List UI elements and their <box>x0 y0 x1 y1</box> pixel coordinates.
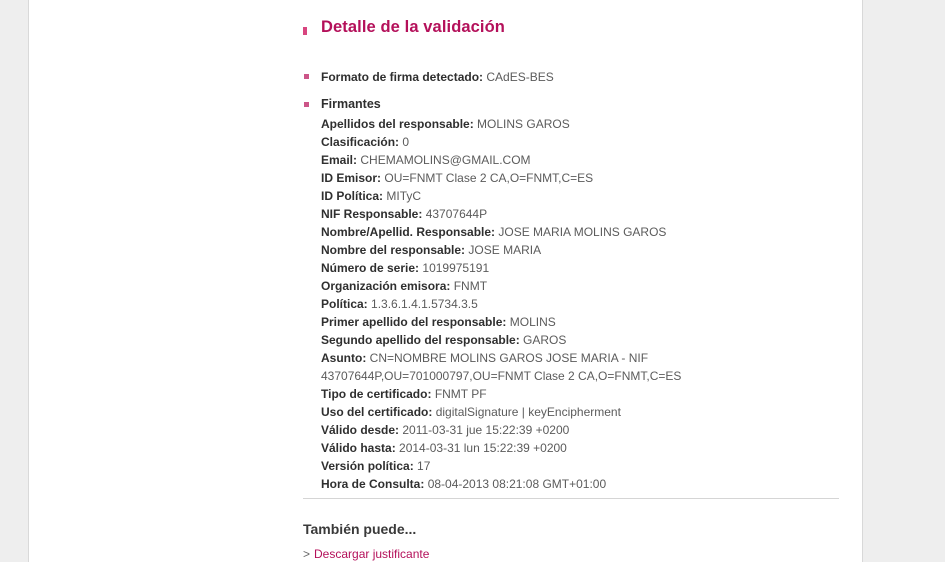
signer-field-row <box>321 421 841 439</box>
field-value: 08-04-2013 08:21:08 GMT+01:00 <box>427 477 607 491</box>
signer-field-row <box>321 385 841 403</box>
field-value: MITyC <box>386 189 422 203</box>
signer-field-row <box>321 331 841 349</box>
field-label: Uso del certificado: <box>321 405 433 419</box>
also-section-heading: También puede... <box>303 521 417 537</box>
signer-field-row <box>321 403 841 421</box>
signer-field-row <box>321 169 841 187</box>
signer-field-row <box>321 187 841 205</box>
validation-detail-panel <box>282 0 862 562</box>
left-gutter <box>0 0 29 562</box>
field-value: 1.3.6.1.4.1.5734.3.5 <box>371 297 478 311</box>
signer-field-row <box>321 205 841 223</box>
field-value: JOSE MARIA <box>468 243 542 257</box>
signer-field-row <box>321 259 841 277</box>
signer-field-row <box>321 349 841 385</box>
field-value: 1019975191 <box>422 261 490 275</box>
field-value: MOLINS GAROS <box>477 117 570 131</box>
field-label: Número de serie: <box>321 261 420 275</box>
signer-field-row <box>321 277 841 295</box>
detected-format-label: Formato de firma detectado: <box>321 70 484 84</box>
field-label: Válido hasta: <box>321 441 396 455</box>
field-value: CHEMAMOLINS@GMAIL.COM <box>360 153 531 167</box>
signers-section <box>321 96 841 493</box>
field-value: 2014-03-31 lun 15:22:39 +0200 <box>399 441 567 455</box>
signer-field-row <box>321 223 841 241</box>
section-divider <box>303 498 839 500</box>
field-value: 43707644P <box>425 207 488 221</box>
field-label: Email: <box>321 153 358 167</box>
field-label: Clasificación: <box>321 135 400 149</box>
field-label: Asunto: <box>321 351 367 365</box>
field-label: NIF Responsable: <box>321 207 423 221</box>
field-label: Versión política: <box>321 459 414 473</box>
signer-field-row <box>321 241 841 259</box>
signer-field-row <box>321 295 841 313</box>
right-gutter <box>862 0 945 562</box>
square-bullet-icon <box>304 102 309 107</box>
field-value: 17 <box>417 459 431 473</box>
field-value: GAROS <box>523 333 567 347</box>
signer-field-row <box>321 313 841 331</box>
field-label: ID Política: <box>321 189 384 203</box>
field-value: JOSE MARIA MOLINS GAROS <box>498 225 667 239</box>
left-white-column <box>29 0 282 562</box>
page-title: Detalle de la validación <box>321 18 505 36</box>
signer-field-row <box>321 439 841 457</box>
signer-field-row <box>321 457 841 475</box>
signer-field-list <box>321 115 841 493</box>
field-label: Política: <box>321 297 368 311</box>
field-label: Apellidos del responsable: <box>321 117 474 131</box>
field-label: Nombre del responsable: <box>321 243 466 257</box>
field-label: Tipo de certificado: <box>321 387 432 401</box>
field-value: 0 <box>402 135 410 149</box>
field-label: Segundo apellido del responsable: <box>321 333 520 347</box>
field-value: FNMT PF <box>434 387 487 401</box>
square-bullet-icon <box>304 74 309 79</box>
field-value: 2011-03-31 jue 15:22:39 +0200 <box>402 423 570 437</box>
signer-field-row <box>321 151 841 169</box>
signer-field-row <box>321 133 841 151</box>
download-receipt-link[interactable]: Descargar justificante <box>314 547 430 561</box>
field-label: Nombre/Apellid. Responsable: <box>321 225 496 239</box>
double-square-bullet-icon <box>303 27 314 32</box>
signers-heading: Firmantes <box>321 97 381 111</box>
detected-format-value: CAdES-BES <box>486 70 554 84</box>
field-label: Primer apellido del responsable: <box>321 315 507 329</box>
download-receipt-link-row[interactable] <box>303 547 429 561</box>
field-value: FNMT <box>453 279 488 293</box>
field-label: Hora de Consulta: <box>321 477 425 491</box>
detected-format-row <box>321 68 841 86</box>
field-value: CN=NOMBRE MOLINS GAROS JOSE MARIA - NIF 43707644P,OU=701000797,OU=FNMT Clase 2 CA,O=FNMT,C=ES <box>321 351 682 383</box>
field-value: digitalSignature | keyEncipherment <box>435 405 621 419</box>
field-value: MOLINS <box>509 315 556 329</box>
field-label: Válido desde: <box>321 423 400 437</box>
field-label: ID Emisor: <box>321 171 382 185</box>
field-value: OU=FNMT Clase 2 CA,O=FNMT,C=ES <box>384 171 594 185</box>
signer-field-row <box>321 115 841 133</box>
chevron-right-icon: > <box>303 547 311 561</box>
field-label: Organización emisora: <box>321 279 451 293</box>
signer-field-row <box>321 475 841 493</box>
